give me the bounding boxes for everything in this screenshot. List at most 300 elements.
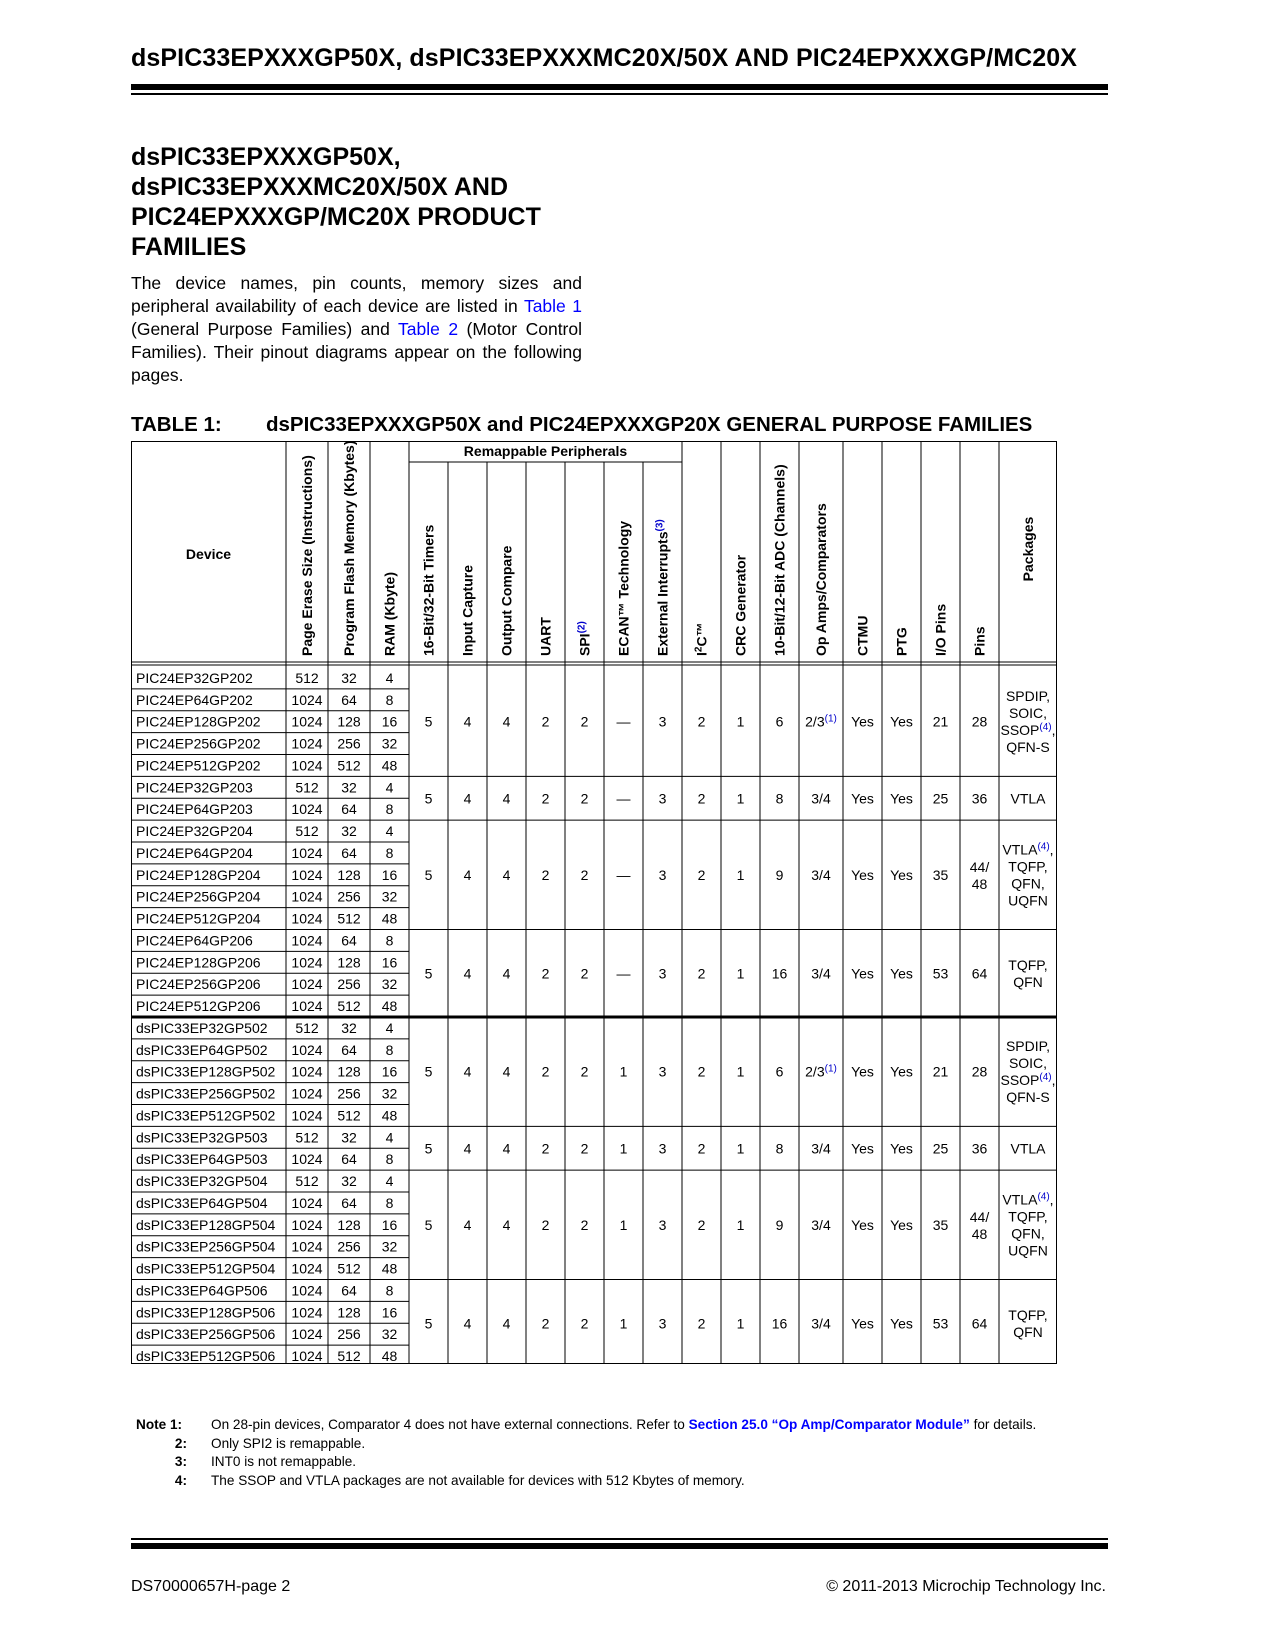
page-erase-size: 1024 xyxy=(291,735,323,752)
ram-size: 16 xyxy=(381,713,398,730)
group-value: 6 xyxy=(775,1063,784,1080)
column-header xyxy=(972,626,988,656)
ram-size: 4 xyxy=(385,1173,394,1190)
column-header xyxy=(654,519,671,656)
ram-size: 16 xyxy=(381,954,398,971)
group-value: Yes xyxy=(851,965,874,982)
package-footnote: (4) xyxy=(1037,1190,1050,1202)
column-header xyxy=(813,503,829,656)
package-name xyxy=(1009,1055,1047,1071)
package-label: TQFP, xyxy=(1008,1208,1048,1225)
column-header-label: CTMU xyxy=(854,615,871,656)
flash-memory: 64 xyxy=(341,801,357,818)
page-erase-size: 1024 xyxy=(291,1216,323,1233)
page-erase-size: 1024 xyxy=(291,1151,323,1168)
group-value: 28 xyxy=(971,1063,988,1080)
group-value: Yes xyxy=(851,1216,874,1233)
group-value: 2 xyxy=(697,1063,706,1080)
group-value: 2 xyxy=(580,965,589,982)
note-2-text: Only SPI2 is remappable. xyxy=(211,1435,366,1451)
column-header-label: 10-Bit/12-Bit ADC (Channels) xyxy=(771,464,788,656)
column-header-label: PTG xyxy=(893,627,910,656)
device-name: dsPIC33EP512GP502 xyxy=(136,1107,276,1124)
flash-memory: 128 xyxy=(337,1216,361,1233)
group-value: 1 xyxy=(619,1063,628,1080)
op-amp-value: 2/3 xyxy=(805,1063,825,1080)
package-label: TQFP, xyxy=(1008,858,1048,875)
ram-size: 8 xyxy=(385,932,394,949)
package-label-tail: , xyxy=(1049,1191,1054,1208)
group-value: 5 xyxy=(424,1063,433,1080)
column-header xyxy=(855,616,871,656)
package-label-tail: , xyxy=(1051,1072,1056,1089)
ram-size: 48 xyxy=(381,1107,398,1124)
flash-memory: 32 xyxy=(341,1173,357,1190)
column-header xyxy=(693,622,710,656)
page-erase-size: 1024 xyxy=(291,954,323,971)
column-header-packages xyxy=(1020,516,1036,581)
column-header xyxy=(460,565,476,656)
flash-memory: 64 xyxy=(341,691,357,708)
ram-size: 4 xyxy=(385,1129,394,1146)
flash-memory: 32 xyxy=(341,823,357,840)
group-value: 53 xyxy=(932,1315,949,1332)
group-value: Yes xyxy=(890,1216,913,1233)
package-label: QFN xyxy=(1013,1323,1043,1340)
ram-size: 8 xyxy=(385,1194,394,1211)
column-header-label: I xyxy=(693,652,710,656)
footer-rule-thin xyxy=(131,1538,1108,1540)
ram-size: 8 xyxy=(385,1282,394,1299)
ram-size: 32 xyxy=(381,1085,398,1102)
group-value: 2 xyxy=(580,866,589,883)
package-label: SSOP xyxy=(1000,1072,1040,1089)
group-value: 3 xyxy=(658,790,667,807)
column-header xyxy=(499,545,515,656)
page-erase-size: 512 xyxy=(295,1019,319,1036)
device-name: dsPIC33EP32GP504 xyxy=(136,1173,268,1190)
device-name: dsPIC33EP256GP502 xyxy=(136,1085,276,1102)
group-value: Yes xyxy=(890,790,913,807)
package-label: QFN, xyxy=(1011,1225,1045,1242)
group-value: 64 xyxy=(971,1315,988,1332)
group-value: 3/4 xyxy=(811,1140,831,1157)
intro-text: The device names, pin counts, memory sizes and peripheral availability of each device are listed in xyxy=(131,273,582,316)
ram-size: 32 xyxy=(381,735,398,752)
column-header-label: Program Flash Memory (Kbytes) xyxy=(341,441,357,656)
ram-size: 16 xyxy=(381,1304,398,1321)
column-header xyxy=(382,572,398,656)
group-value: 2 xyxy=(697,1315,706,1332)
group-value: Yes xyxy=(851,866,874,883)
group-value: 2 xyxy=(697,1216,706,1233)
section-title-line: FAMILIES xyxy=(131,233,247,261)
group-value: 4 xyxy=(502,790,511,807)
package-label: TQFP, xyxy=(1008,956,1048,973)
column-header-label-tail: C™ xyxy=(693,622,710,647)
group-value: 35 xyxy=(932,1216,949,1233)
page-erase-size: 512 xyxy=(295,1129,319,1146)
group-value: 5 xyxy=(424,790,433,807)
note-2-label: 2: xyxy=(174,1435,187,1451)
footer-rule-thick xyxy=(131,1543,1108,1549)
note-1 xyxy=(136,1416,1106,1435)
ram-size: 48 xyxy=(381,998,398,1015)
group-value: 3 xyxy=(658,1140,667,1157)
footer-doc-number: DS70000657H-page 2 xyxy=(131,1578,291,1595)
package-name xyxy=(1006,739,1050,755)
package-label: VTLA xyxy=(1002,841,1038,858)
device-name: PIC24EP32GP203 xyxy=(136,779,253,796)
group-value: 3 xyxy=(658,1063,667,1080)
ram-size: 4 xyxy=(385,779,394,796)
flash-memory: 512 xyxy=(337,1260,361,1277)
package-name xyxy=(1013,974,1043,990)
flash-memory: 64 xyxy=(341,1282,357,1299)
column-header-label: ECAN™ Technology xyxy=(615,520,632,656)
table-notes xyxy=(136,1416,1106,1490)
group-value: 2 xyxy=(541,965,550,982)
package-footnote: (4) xyxy=(1039,1071,1052,1083)
group-value: 9 xyxy=(775,1216,784,1233)
group-value: Yes xyxy=(890,965,913,982)
flash-memory: 128 xyxy=(337,1304,361,1321)
package-name xyxy=(1008,858,1047,874)
device-name: PIC24EP64GP202 xyxy=(136,691,253,708)
column-header-label: Output Compare xyxy=(498,545,515,656)
group-value: Yes xyxy=(851,1063,874,1080)
group-value: 4 xyxy=(502,1063,511,1080)
group-value: 2 xyxy=(580,1315,589,1332)
group-value: 2 xyxy=(697,713,706,730)
note-3 xyxy=(136,1453,1106,1472)
flash-memory: 512 xyxy=(337,1348,361,1365)
flash-memory: 64 xyxy=(341,1041,357,1058)
group-value: 1 xyxy=(736,866,745,883)
column-header-label: Page Erase Size (Instructions) xyxy=(299,455,315,656)
group-value: 3/4 xyxy=(811,790,831,807)
section-25-link[interactable]: Section 25.0 “Op Amp/Comparator Module” xyxy=(688,1417,970,1432)
flash-memory: 256 xyxy=(337,976,361,993)
group-value: 3 xyxy=(658,866,667,883)
group-value: 4 xyxy=(463,790,472,807)
footer-copyright: © 2011-2013 Microchip Technology Inc. xyxy=(826,1578,1106,1595)
package-label: UQFN xyxy=(1008,1242,1048,1259)
column-header-footnote: (3) xyxy=(654,519,665,532)
note-4-label: 4: xyxy=(174,1472,187,1488)
package-label: QFN, xyxy=(1011,875,1045,892)
package-name xyxy=(1011,875,1044,891)
flash-memory: 32 xyxy=(341,779,357,796)
group-value: 3 xyxy=(658,1315,667,1332)
device-name: dsPIC33EP128GP504 xyxy=(136,1216,276,1233)
page-erase-size: 1024 xyxy=(291,998,323,1015)
group-value: 4 xyxy=(502,866,511,883)
group-value: 4 xyxy=(502,1216,511,1233)
flash-memory: 64 xyxy=(341,932,357,949)
device-name: PIC24EP128GP204 xyxy=(136,866,261,883)
page-erase-size: 1024 xyxy=(291,1107,323,1124)
group-value: 25 xyxy=(932,790,949,807)
column-header xyxy=(733,554,749,656)
group-value: 3 xyxy=(658,713,667,730)
group-value: 3/4 xyxy=(811,1315,831,1332)
group-value: 1 xyxy=(736,1216,745,1233)
group-value: 2 xyxy=(541,790,550,807)
page-erase-size: 512 xyxy=(295,779,319,796)
group-value: 4 xyxy=(463,1216,472,1233)
package-footnote: (4) xyxy=(1037,840,1050,852)
header-rule-thin xyxy=(131,93,1108,95)
column-header-footnote: (2) xyxy=(576,621,587,634)
group-value: 2 xyxy=(541,1315,550,1332)
column-header-label: Pins xyxy=(971,626,988,656)
column-header-label: 16-Bit/32-Bit Timers xyxy=(420,524,437,656)
group-value: 1 xyxy=(736,1063,745,1080)
group-value: 2 xyxy=(580,1140,589,1157)
group-value: 8 xyxy=(775,1140,784,1157)
group-value: 2 xyxy=(541,713,550,730)
page-erase-size: 1024 xyxy=(291,1260,323,1277)
ram-size: 48 xyxy=(381,1348,398,1365)
column-header xyxy=(538,617,554,656)
group-value: 4 xyxy=(502,1315,511,1332)
group-value: 2 xyxy=(697,790,706,807)
group-value: 8 xyxy=(775,790,784,807)
device-name: PIC24EP256GP202 xyxy=(136,735,261,752)
package-label: SOIC, xyxy=(1008,1055,1048,1072)
group-value: 2 xyxy=(697,866,706,883)
pin-count: 48 xyxy=(971,1225,988,1242)
note-1-text-end: for details. xyxy=(969,1417,1037,1432)
package-label: QFN xyxy=(1013,973,1043,990)
device-name: PIC24EP128GP202 xyxy=(136,713,261,730)
intro-text: (Motor Control Families). Their pinout diagrams appear on the following pages. xyxy=(131,319,582,385)
column-header-label: RAM (Kbyte) xyxy=(381,572,398,656)
ram-size: 4 xyxy=(385,669,394,686)
group-value: 2 xyxy=(580,713,589,730)
device-name: PIC24EP32GP204 xyxy=(136,823,253,840)
table-title: dsPIC33EPXXXGP50X and PIC24EPXXXGP20X GENERAL PURPOSE FAMILIES xyxy=(266,413,1033,436)
group-value: 9 xyxy=(775,866,784,883)
group-value: 2 xyxy=(541,1063,550,1080)
pin-count: 44/ xyxy=(969,1208,990,1225)
flash-memory: 128 xyxy=(337,1063,361,1080)
device-name: dsPIC33EP64GP502 xyxy=(136,1041,268,1058)
group-value: Yes xyxy=(851,1315,874,1332)
group-value: 4 xyxy=(502,965,511,982)
column-header-label: External Interrupts xyxy=(654,531,671,656)
group-value: — xyxy=(616,965,631,982)
device-name: PIC24EP512GP206 xyxy=(136,998,261,1015)
device-name: dsPIC33EP256GP506 xyxy=(136,1326,276,1343)
group-value: 4 xyxy=(463,866,472,883)
column-header-label: UART xyxy=(537,617,554,656)
device-name: dsPIC33EP512GP506 xyxy=(136,1348,276,1365)
page-erase-size: 512 xyxy=(295,823,319,840)
ram-size: 16 xyxy=(381,1063,398,1080)
group-value: 3 xyxy=(658,965,667,982)
group-value: 35 xyxy=(932,866,949,883)
package-name xyxy=(1008,1242,1048,1258)
ram-size: 48 xyxy=(381,1260,398,1277)
flash-memory: 512 xyxy=(337,1107,361,1124)
group-value: 2 xyxy=(580,1216,589,1233)
column-header-label: CRC Generator xyxy=(732,554,749,656)
product-family-table xyxy=(131,441,1108,1411)
package-label: VTLA xyxy=(1010,790,1046,807)
device-name: PIC24EP256GP206 xyxy=(136,976,261,993)
page-erase-size: 1024 xyxy=(291,1194,323,1211)
page-erase-size: 512 xyxy=(295,669,319,686)
page-erase-size: 1024 xyxy=(291,1041,323,1058)
package-label: SSOP xyxy=(1000,722,1040,739)
flash-memory: 32 xyxy=(341,1129,357,1146)
device-name: dsPIC33EP128GP506 xyxy=(136,1304,276,1321)
package-label: SPDIP, xyxy=(1005,1038,1051,1055)
intro-text: (General Purpose Families) and xyxy=(131,319,399,339)
package-name xyxy=(1010,790,1046,806)
group-value: 5 xyxy=(424,1140,433,1157)
intro-paragraph xyxy=(131,272,582,387)
package-name xyxy=(1002,841,1053,858)
flash-memory: 64 xyxy=(341,1194,357,1211)
ram-size: 8 xyxy=(385,844,394,861)
section-title-line: PIC24EPXXXGP/MC20X PRODUCT xyxy=(131,203,541,231)
table-2-link[interactable]: Table 2 xyxy=(398,319,459,339)
group-value: 1 xyxy=(619,1315,628,1332)
ram-size: 16 xyxy=(381,866,398,883)
op-amp-footnote: (1) xyxy=(824,713,837,725)
package-name xyxy=(1006,688,1050,704)
column-header-label: Packages xyxy=(1020,516,1036,582)
package-name xyxy=(1000,1072,1055,1089)
table-1-link[interactable]: Table 1 xyxy=(523,296,582,316)
group-value: 2 xyxy=(580,1063,589,1080)
group-value: 2 xyxy=(697,965,706,982)
package-name xyxy=(1000,722,1055,739)
group-value: Yes xyxy=(851,790,874,807)
flash-memory: 64 xyxy=(341,1151,357,1168)
ram-size: 8 xyxy=(385,801,394,818)
flash-memory: 128 xyxy=(337,954,361,971)
column-header xyxy=(299,455,315,656)
page-erase-size: 1024 xyxy=(291,757,323,774)
page-erase-size: 1024 xyxy=(291,1238,323,1255)
column-header-label: SPI xyxy=(576,633,593,656)
group-value: Yes xyxy=(890,1140,913,1157)
package-name xyxy=(1008,1208,1047,1224)
device-name: dsPIC33EP64GP506 xyxy=(136,1282,268,1299)
group-value: 3/4 xyxy=(811,1216,831,1233)
page-erase-size: 1024 xyxy=(291,888,323,905)
group-value: 36 xyxy=(971,790,988,807)
page-erase-size: 1024 xyxy=(291,713,323,730)
package-name xyxy=(1008,1307,1047,1323)
flash-memory: 512 xyxy=(337,998,361,1015)
page-erase-size: 1024 xyxy=(291,910,323,927)
group-value: 53 xyxy=(932,965,949,982)
note-1-text: On 28-pin devices, Comparator 4 does not have external connections. Refer to xyxy=(211,1417,689,1432)
ram-size: 48 xyxy=(381,910,398,927)
package-name xyxy=(1006,1038,1050,1054)
group-value: 5 xyxy=(424,1315,433,1332)
header-device: Device xyxy=(185,546,232,562)
group-value: 16 xyxy=(771,1315,788,1332)
column-header xyxy=(421,525,437,656)
package-name xyxy=(1013,1324,1043,1340)
group-value: 5 xyxy=(424,1216,433,1233)
package-name xyxy=(1008,957,1047,973)
package-label-tail: , xyxy=(1051,722,1056,739)
device-name: dsPIC33EP128GP502 xyxy=(136,1063,276,1080)
group-value: 5 xyxy=(424,965,433,982)
group-value: 2 xyxy=(541,1216,550,1233)
group-value: 4 xyxy=(502,713,511,730)
ram-size: 16 xyxy=(381,1216,398,1233)
device-name: dsPIC33EP32GP502 xyxy=(136,1019,268,1036)
page-erase-size: 1024 xyxy=(291,866,323,883)
page-erase-size: 1024 xyxy=(291,932,323,949)
ram-size: 8 xyxy=(385,691,394,708)
group-value: 4 xyxy=(463,1315,472,1332)
flash-memory: 256 xyxy=(337,735,361,752)
pin-count: 44/ xyxy=(969,858,990,875)
header-remappable-peripherals: Remappable Peripherals xyxy=(463,443,628,459)
header-rule-thick xyxy=(131,84,1108,90)
device-name: dsPIC33EP512GP504 xyxy=(136,1260,276,1277)
ram-size: 8 xyxy=(385,1041,394,1058)
group-value: 2 xyxy=(541,866,550,883)
package-name xyxy=(1008,892,1048,908)
section-title-line: dsPIC33EPXXXMC20X/50X AND xyxy=(131,173,509,201)
group-value: 4 xyxy=(502,1140,511,1157)
flash-memory: 512 xyxy=(337,757,361,774)
flash-memory: 64 xyxy=(341,844,357,861)
page-erase-size: 1024 xyxy=(291,976,323,993)
flash-memory: 256 xyxy=(337,1326,361,1343)
flash-memory: 32 xyxy=(341,669,357,686)
page-erase-size: 1024 xyxy=(291,1326,323,1343)
package-label: QFN-S xyxy=(1006,1089,1050,1106)
package-footnote: (4) xyxy=(1039,721,1052,733)
group-value: 36 xyxy=(971,1140,988,1157)
group-value: 28 xyxy=(971,713,988,730)
group-value: 5 xyxy=(424,713,433,730)
package-label: UQFN xyxy=(1008,892,1048,909)
page-erase-size: 1024 xyxy=(291,1282,323,1299)
table-caption xyxy=(131,413,1032,437)
device-name: PIC24EP64GP204 xyxy=(136,844,253,861)
note-1-label: Note 1: xyxy=(136,1417,183,1432)
group-value: 3/4 xyxy=(811,866,831,883)
page-erase-size: 1024 xyxy=(291,844,323,861)
group-value: 6 xyxy=(775,713,784,730)
group-value: 2 xyxy=(697,1140,706,1157)
device-name: PIC24EP64GP203 xyxy=(136,801,253,818)
op-amp-footnote: (1) xyxy=(824,1063,837,1075)
table-label: TABLE 1: xyxy=(131,413,222,436)
ram-size: 4 xyxy=(385,1019,394,1036)
page-erase-size: 512 xyxy=(295,1173,319,1190)
device-name: dsPIC33EP64GP503 xyxy=(136,1151,268,1168)
device-name: dsPIC33EP64GP504 xyxy=(136,1194,268,1211)
package-label: VTLA xyxy=(1002,1191,1038,1208)
group-value: 1 xyxy=(619,1140,628,1157)
column-header xyxy=(772,464,788,656)
group-value: Yes xyxy=(890,713,913,730)
page-erase-size: 1024 xyxy=(291,1304,323,1321)
